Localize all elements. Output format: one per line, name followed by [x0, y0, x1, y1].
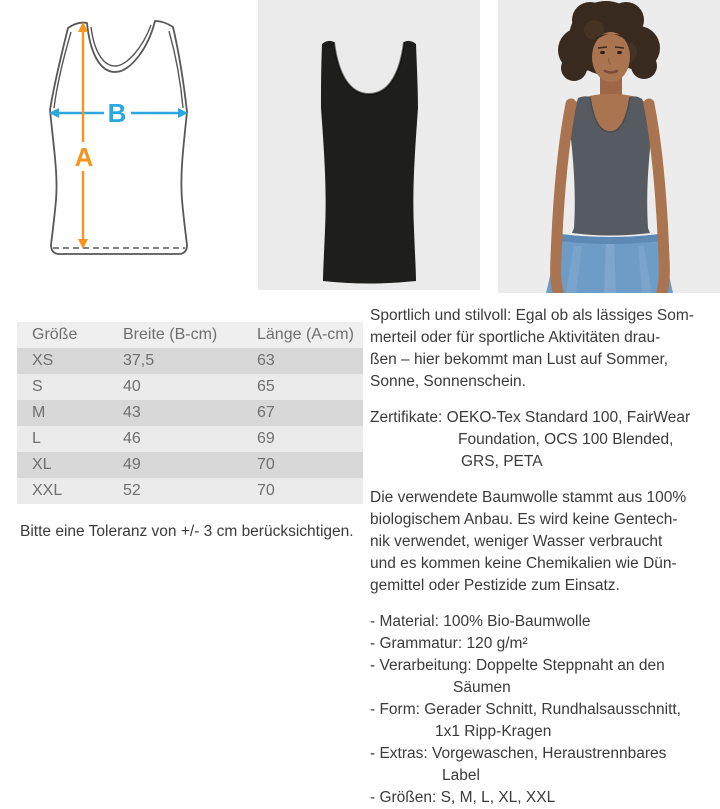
cotton-paragraph: [370, 487, 715, 597]
table-cell: 67: [257, 404, 275, 421]
text-line: - Extras: Vorgewaschen, Heraustrennbares: [370, 745, 667, 762]
width-label: B: [107, 98, 127, 128]
tank-top-measurement-diagram-icon: [18, 0, 240, 291]
column-header: Größe: [32, 326, 78, 343]
black-tank-top-photo-icon: [258, 0, 480, 290]
measurement-diagram-image: [18, 0, 240, 293]
text-line: Sportlich und stilvoll: Egal ob als lässiges Som-: [370, 307, 694, 324]
table-cell: S: [32, 378, 43, 395]
table-cell: 52: [123, 482, 141, 499]
table-cell: 70: [257, 456, 275, 473]
text-line: und es kommen keine Chemikalien wie Dün-: [370, 555, 677, 572]
text-line: Zertifikate: OEKO-Tex Standard 100, FairWear: [370, 409, 691, 426]
certificates-paragraph: [370, 407, 715, 473]
size-table-section: [17, 322, 363, 504]
model-product-photo: [498, 0, 720, 293]
table-cell: 43: [123, 404, 141, 421]
tolerance-note: Bitte eine Toleranz von +/- 3 cm berücksichtigen.: [20, 523, 354, 540]
intro-paragraph: [370, 305, 715, 393]
product-images-row: [18, 0, 720, 293]
text-line: - Grammatur: 120 g/m²: [370, 635, 528, 652]
table-cell: L: [32, 430, 41, 447]
size-table: [17, 322, 363, 504]
table-cell: XXL: [32, 482, 63, 499]
table-cell: 70: [257, 482, 275, 499]
text-line: ßen – hier bekommt man Lust auf Sommer,: [370, 351, 669, 368]
text-line: - Material: 100% Bio-Baumwolle: [370, 613, 591, 630]
table-row: [17, 400, 363, 426]
column-header: Länge (A-cm): [257, 326, 354, 343]
text-line: GRS, PETA: [461, 453, 543, 470]
table-row: [17, 452, 363, 478]
text-line: - Form: Gerader Schnitt, Rundhalsausschnitt,: [370, 701, 681, 718]
table-cell: XL: [32, 456, 52, 473]
text-line: merteil oder für sportliche Aktivitäten drau-: [370, 329, 661, 346]
text-line: Foundation, OCS 100 Blended,: [458, 431, 674, 448]
column-header: Breite (B-cm): [123, 326, 218, 343]
table-cell: M: [32, 404, 46, 421]
text-line: - Verarbeitung: Doppelte Steppnaht an den: [370, 657, 665, 674]
table-row: [17, 374, 363, 400]
table-cell: XS: [32, 352, 54, 369]
table-cell: 69: [257, 430, 275, 447]
text-line: Säumen: [453, 679, 511, 696]
text-line: biologischem Anbau. Es wird keine Gentech-: [370, 511, 678, 528]
table-row: [17, 348, 363, 374]
table-cell: 40: [123, 378, 141, 395]
length-label: A: [74, 142, 94, 172]
table-cell: 63: [257, 352, 275, 369]
text-line: Die verwendete Baumwolle stammt aus 100%: [370, 489, 687, 506]
text-line: gemittel oder Pestizide zum Einsatz.: [370, 577, 620, 594]
table-row: [17, 478, 363, 504]
model-photo-icon: [498, 0, 720, 293]
text-line: 1x1 Ripp-Kragen: [435, 723, 552, 740]
size-table-body: [17, 348, 363, 504]
table-cell: 49: [123, 456, 141, 473]
table-cell: 46: [123, 430, 141, 447]
text-line: nik verwendet, weniger Wasser verbraucht: [370, 533, 663, 550]
text-line: Label: [442, 767, 480, 784]
text-line: - Größen: S, M, L, XL, XXL: [370, 789, 556, 806]
flat-product-photo: [258, 0, 480, 293]
text-line: Sonne, Sonnenschein.: [370, 373, 526, 390]
table-cell: 65: [257, 378, 275, 395]
table-row: [17, 426, 363, 452]
details-list: [370, 611, 715, 809]
table-cell: 37,5: [123, 352, 155, 369]
product-description: [370, 305, 715, 809]
size-table-header-row: [17, 322, 363, 348]
